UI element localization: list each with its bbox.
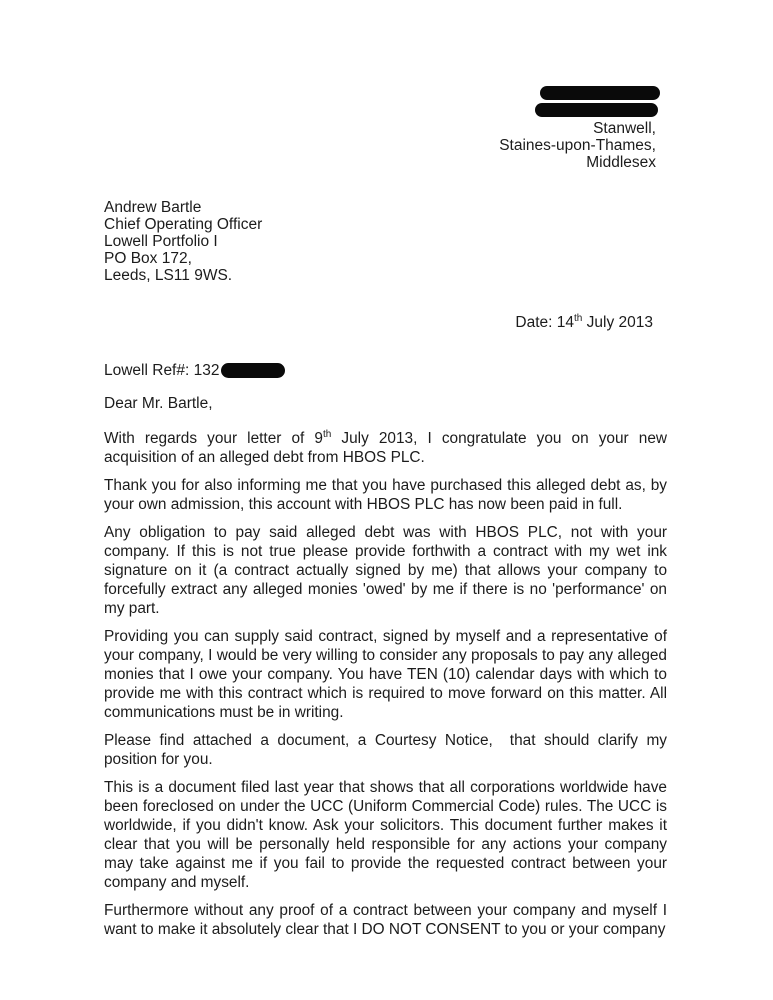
date-ordinal: th — [573, 312, 583, 324]
sender-address — [104, 120, 667, 171]
reference-redaction-bar — [221, 363, 285, 378]
paragraph-1-ordinal: th — [322, 428, 332, 440]
sender-address-line: Staines-upon-Thames, — [499, 137, 656, 154]
date-prefix: Date: 14 — [515, 314, 574, 331]
sender-block — [104, 86, 667, 171]
recipient-po-box: PO Box 172, — [104, 250, 192, 267]
paragraph-1 — [104, 428, 672, 467]
reference-label: Lowell Ref#: 132 — [104, 362, 220, 379]
date-suffix: July 2013 — [582, 314, 653, 331]
paragraph-4: Providing you can supply said contract, signed by myself and a representative of your company, I would be very willing to consider any proposals to pay any alleged monies that I owe your company. You have TEN (10) calendar days with which to provide me with this contract which is required to move forward on this matter. All communications must be in writing. — [104, 628, 672, 721]
redaction-bar — [540, 86, 660, 100]
paragraph-6: This is a document filed last year that shows that all corporations worldwide have been foreclosed on under the UCC (Uniform Commercial Code) rules. The UCC is worldwide, if you didn't know. Ask your solicitors. This document further makes it clear that you will be personally held responsible for any actions your company may take against me if you fail to provide the requested contract between your company and myself. — [104, 779, 672, 891]
paragraph-7: Furthermore without any proof of a contract between your company and myself I want to make it absolutely clear that I DO NOT CONSENT to you or your company — [104, 902, 672, 938]
recipient-title: Chief Operating Officer — [104, 216, 263, 233]
paragraph-1-text: With regards your letter of 9 — [104, 430, 323, 447]
reference-line — [104, 362, 667, 379]
salutation: Dear Mr. Bartle, — [104, 395, 213, 412]
redaction-bar — [535, 103, 658, 117]
sender-address-line: Stanwell, — [593, 120, 656, 137]
recipient-name: Andrew Bartle — [104, 199, 202, 216]
recipient-address — [104, 199, 667, 284]
recipient-city-postcode: Leeds, LS11 9WS. — [104, 267, 233, 284]
date-line — [104, 314, 667, 331]
sender-address-line: Middlesex — [586, 154, 656, 171]
recipient-company: Lowell Portfolio I — [104, 233, 218, 250]
paragraph-5: Please find attached a document, a Courtesy Notice, that should clarify my position for you. — [104, 732, 672, 768]
paragraph-3: Any obligation to pay said alleged debt was with HBOS PLC, not with your company. If this is not true please provide forthwith a contract with my wet ink signature on it (a contract actually signed by me) that allows your company to forcefully extract any alleged monies 'owed' by me if there is no 'performance' on my part. — [104, 524, 672, 617]
paragraph-2: Thank you for also informing me that you have purchased this alleged debt as, by your own admission, this account with HBOS PLC has now been paid in full. — [104, 477, 672, 513]
paragraph-1-text: July 2013, I congratulate you on your new acquisition of an alleged debt from HBOS PLC. — [104, 430, 672, 466]
